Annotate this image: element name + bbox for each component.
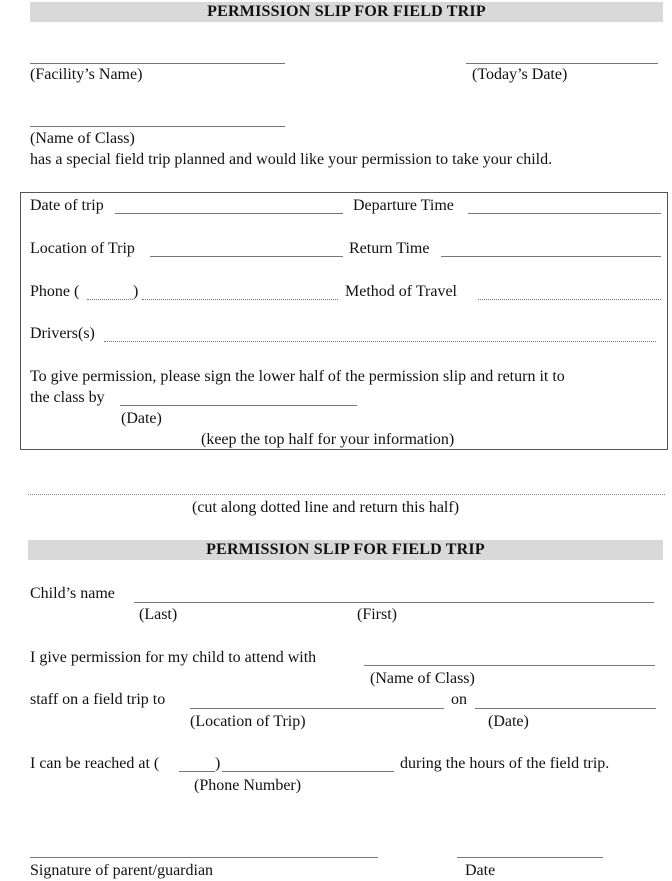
attend-class-line[interactable]	[364, 665, 655, 666]
permission-text-1: To give permission, please sign the lower half of the permission slip and return it to	[30, 368, 565, 385]
departure-time-line[interactable]	[468, 213, 661, 214]
return-by-date-line[interactable]	[120, 405, 357, 406]
phone-area-line[interactable]	[87, 299, 133, 300]
return-time-label: Return Time	[349, 240, 430, 257]
phone-close: )	[133, 283, 139, 300]
trip-details-box	[20, 192, 668, 450]
trip-location-line[interactable]	[190, 708, 444, 709]
cut-note: (cut along dotted line and return this half)	[192, 499, 460, 516]
reach-area-line[interactable]	[179, 771, 215, 772]
signature-line[interactable]	[30, 857, 378, 858]
phone-label: Phone (	[30, 283, 80, 300]
last-name-caption: (Last)	[139, 606, 178, 623]
phone-number-caption: (Phone Number)	[194, 777, 302, 794]
signature-caption: Signature of parent/guardian	[30, 862, 214, 879]
bottom-title-bar	[28, 540, 663, 560]
drivers-line[interactable]	[104, 341, 656, 342]
trip-date-caption: (Date)	[488, 713, 529, 730]
give-permission-text: I give permission for my child to attend with	[30, 649, 317, 666]
keep-note: (keep the top half for your information)	[201, 431, 455, 448]
drivers-label: Drivers(s)	[30, 325, 95, 342]
first-name-caption: (First)	[357, 606, 397, 623]
signature-date-line[interactable]	[457, 857, 603, 858]
permission-text-2: the class by	[30, 389, 105, 406]
todays-date-label: (Today’s Date)	[472, 66, 568, 83]
reach-text: I can be reached at (	[30, 755, 160, 772]
during-text: during the hours of the field trip.	[400, 755, 610, 772]
todays-date-line[interactable]	[466, 63, 658, 64]
class-name-line[interactable]	[30, 126, 285, 127]
method-label: Method of Travel	[345, 283, 457, 300]
facility-name-label: (Facility’s Name)	[30, 66, 143, 83]
facility-name-line[interactable]	[30, 63, 285, 64]
cut-dotted-line	[28, 494, 665, 495]
date-of-trip-line[interactable]	[115, 213, 343, 214]
location-caption: (Location of Trip)	[190, 713, 306, 730]
top-title: PERMISSION SLIP FOR FIELD TRIP	[207, 3, 486, 20]
reach-close: )	[215, 755, 221, 772]
phone-number-line[interactable]	[142, 299, 338, 300]
on-text: on	[451, 691, 467, 708]
location-label: Location of Trip	[30, 240, 135, 257]
staff-text: staff on a field trip to	[30, 691, 166, 708]
intro-text: has a special field trip planned and would like your permission to take your child.	[30, 151, 553, 168]
child-name-line[interactable]	[134, 602, 654, 603]
return-time-line[interactable]	[441, 256, 661, 257]
return-date-caption: (Date)	[121, 410, 162, 427]
top-title-bar	[30, 2, 663, 22]
class-name-label: (Name of Class)	[30, 130, 135, 147]
location-line[interactable]	[150, 256, 343, 257]
signature-date-caption: Date	[465, 862, 496, 879]
bottom-title: PERMISSION SLIP FOR FIELD TRIP	[206, 541, 485, 558]
departure-time-label: Departure Time	[353, 197, 454, 214]
class-caption: (Name of Class)	[370, 670, 475, 687]
trip-date-line[interactable]	[475, 708, 656, 709]
reach-number-line[interactable]	[222, 771, 394, 772]
date-of-trip-label: Date of trip	[30, 197, 104, 214]
method-line[interactable]	[478, 299, 661, 300]
child-name-label: Child’s name	[30, 585, 115, 602]
